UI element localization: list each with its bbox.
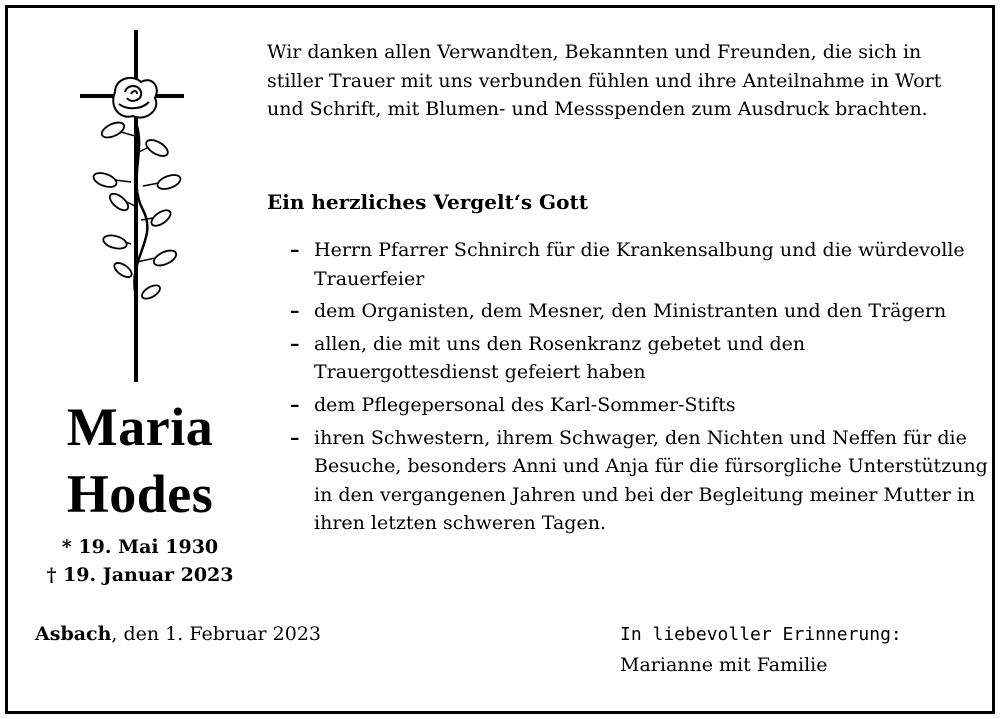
birth-date: * 19. Mai 1930 (61, 536, 219, 558)
list-item (290, 330, 990, 387)
closing-line: In liebevoller Erinnerung: (620, 624, 902, 645)
intro-paragraph: Wir danken allen Verwandten, Bekannten und Freunden, die sich in stiller Trauer mit uns verbunden fühlen und ihre Anteilnahme in Wort und Schrift, mit Blumen- und Messspenden zum Ausdruck brachten. (267, 41, 942, 121)
cross-with-rose-icon (75, 30, 195, 382)
family-signature: Marianne mit Familie (620, 654, 828, 676)
list-item (290, 236, 990, 293)
list-item-text: ihren Schwestern, ihrem Schwager, den Nichten und Neffen für die Besuche, besonders Anni und Anja für die fürsorgliche Unterstützung in den vergangenen Jahren und bei der Begleitung meiner Mutter in ihren letzten schweren Tagen. (314, 426, 988, 535)
list-item-text: dem Pflegepersonal des Karl-Sommer-Stifts (314, 393, 736, 416)
list-item (290, 297, 990, 326)
list-item-text: dem Organisten, dem Mesner, den Ministranten und den Trägern (314, 300, 947, 323)
dash-bullet: – (290, 300, 300, 323)
death-date: † 19. Januar 2023 (46, 564, 234, 586)
thanks-list (290, 236, 990, 542)
signature-block (620, 620, 902, 680)
dash-bullet: – (290, 239, 300, 261)
notice-date: , den 1. Februar 2023 (111, 623, 322, 645)
list-item-text: allen, die mit uns den Rosenkranz gebetet und den Trauergottesdienst gefeiert haben (314, 332, 806, 384)
deceased-last-name: Hodes (66, 464, 214, 524)
dash-bullet: – (290, 393, 300, 416)
place-name: Asbach (35, 623, 112, 645)
deceased-first-name: Maria (66, 397, 214, 457)
list-item (290, 391, 990, 420)
list-item-text: Herrn Pfarrer Schnirch für die Krankensalbung und die würdevolle Trauerfeier (314, 239, 965, 290)
dash-bullet: – (290, 426, 300, 449)
dash-bullet: – (290, 332, 300, 355)
thanks-heading: Ein herzliches Vergelt‘s Gott (267, 190, 588, 214)
list-item (290, 424, 990, 538)
place-date (35, 620, 321, 648)
